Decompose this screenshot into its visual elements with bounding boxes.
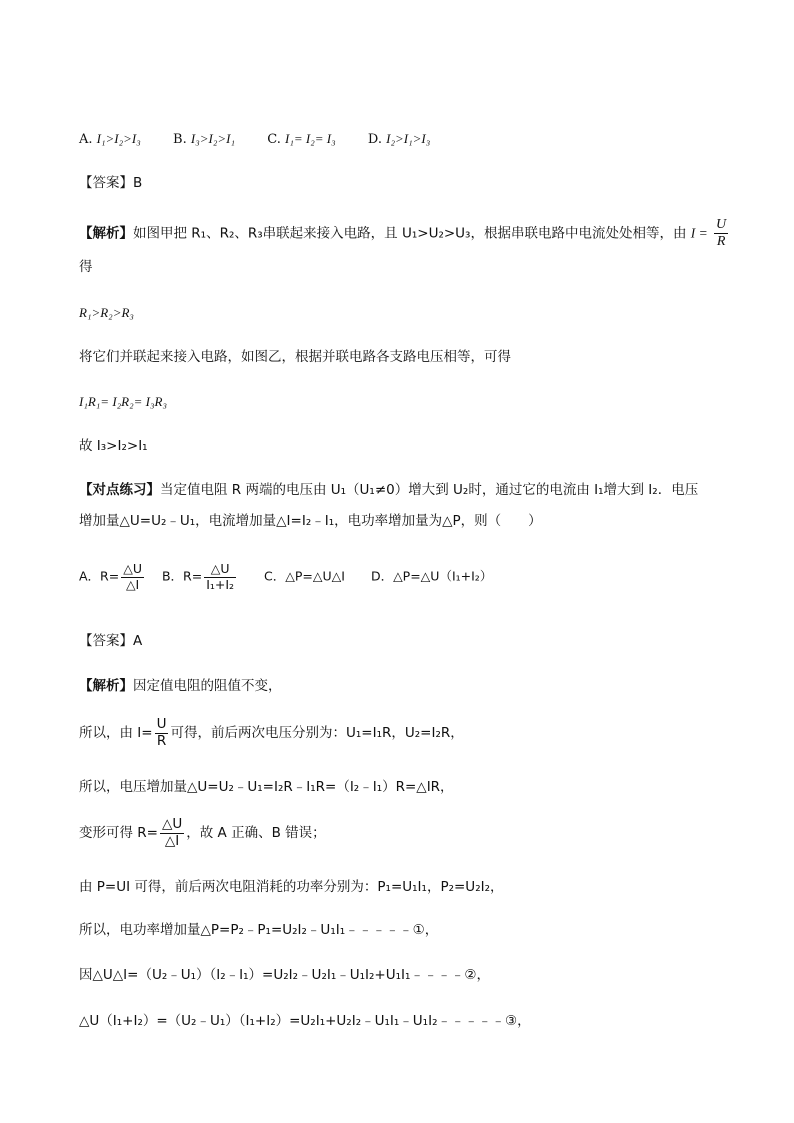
fraction-denominator: △I bbox=[125, 576, 140, 592]
option-d-label: D. bbox=[367, 132, 382, 147]
practice-option-d: D．△P=△U（I₁+I₂） bbox=[370, 568, 493, 584]
analysis-1-line-5: 故 I₃>I₂>I₁ bbox=[79, 438, 148, 454]
practice-option-a-label: A．R= bbox=[79, 568, 120, 584]
analysis-1-line-4: I₁R₁= I₂R₂= I₃R₃ bbox=[79, 394, 167, 409]
analysis-2-text-1: 因定值电阻的阻值不变， bbox=[133, 678, 282, 694]
analysis-2-line-5: 由 P=UI 可得，前后两次电阻消耗的功率分别为：P₁=U₁I₁，P₂=U₂I₂， bbox=[79, 879, 504, 895]
analysis-2-text-4b: ，故 A 正确、B 错误； bbox=[186, 825, 326, 841]
ohm-formula-lhs: I = bbox=[690, 225, 708, 241]
analysis-1-line-1 bbox=[79, 218, 730, 249]
option-b-label: B. bbox=[173, 132, 187, 147]
fraction-denominator: R bbox=[156, 732, 167, 749]
practice-line-1 bbox=[79, 481, 698, 499]
analysis-2-line-1 bbox=[79, 677, 282, 695]
analysis-tag: 【解析】 bbox=[79, 225, 133, 242]
fraction-numerator: △U bbox=[123, 561, 142, 576]
analysis-2-line-2 bbox=[79, 718, 464, 748]
analysis-2-line-7: 因△U△I=（U₂﹣U₁）（I₂﹣I₁）=U₂I₂﹣U₂I₁﹣U₁I₂+U₁I₁﹣﹣﹣﹣②， bbox=[79, 967, 491, 983]
analysis-2-fraction-2 bbox=[160, 818, 184, 848]
option-b-text: I₃>I₂>I₁ bbox=[190, 131, 235, 146]
analysis-1-line-1b: 得 bbox=[79, 259, 93, 275]
analysis-2-text-4a: 变形可得 R= bbox=[79, 825, 158, 841]
analysis-2-line-8: △U（I₁+I₂）=（U₂﹣U₁）（I₁+I₂）=U₂I₁+U₂I₂﹣U₁I₁﹣U₁I₂﹣﹣﹣﹣﹣③， bbox=[79, 1013, 531, 1029]
option-d-text: I₂>I₁>I₃ bbox=[386, 131, 431, 146]
fraction-denominator: I₁+I₂ bbox=[206, 576, 235, 592]
analysis-2-text-2b: 可得，前后两次电压分别为：U₁=I₁R，U₂=I₂R， bbox=[170, 725, 464, 741]
fraction-numerator: U bbox=[716, 217, 727, 232]
analysis-2-fraction-1 bbox=[155, 718, 169, 748]
fraction-numerator: △U bbox=[210, 561, 230, 576]
fraction-denominator: R bbox=[716, 234, 726, 249]
analysis-1-line-2: R₁>R₂>R₃ bbox=[79, 305, 134, 320]
practice-option-c: C．△P=△U△I bbox=[264, 568, 345, 584]
option-a-label: A. bbox=[79, 132, 93, 147]
option-c-text: I₁= I₂= I₃ bbox=[285, 131, 336, 146]
q1-options-row bbox=[79, 130, 430, 149]
answer-1: 【答案】B bbox=[79, 175, 143, 191]
analysis-1-line-3: 将它们并联起来接入电路，如图乙，根据并联电路各支路电压相等，可得 bbox=[79, 349, 511, 365]
practice-text-1: 当定值电阻 R 两端的电压由 U₁（U₁≠0）增大到 U₂时，通过它的电流由 I₁增大到 I₂．电压 bbox=[160, 482, 699, 498]
fraction-numerator: U bbox=[156, 716, 167, 732]
fraction-denominator: △I bbox=[164, 832, 180, 849]
option-a-text: I₁>I₂>I₃ bbox=[96, 131, 141, 146]
analysis-tag: 【解析】 bbox=[79, 678, 133, 694]
practice-option-a-fraction bbox=[121, 563, 144, 591]
practice-option-b-fraction bbox=[204, 563, 236, 591]
option-c-label: C. bbox=[267, 132, 281, 147]
analysis-2-line-6: 所以，电功率增加量△P=P₂﹣P₁=U₂I₂﹣U₁I₁﹣﹣﹣﹣﹣①， bbox=[79, 922, 439, 938]
ohm-formula-fraction bbox=[714, 218, 728, 249]
practice-line-2: 增加量△U=U₂﹣U₁，电流增加量△I=I₂﹣I₁，电功率增加量为△P，则（ ） bbox=[79, 513, 542, 529]
analysis-2-text-2a: 所以，由 I= bbox=[79, 725, 153, 741]
practice-options-row bbox=[79, 563, 492, 591]
analysis-2-line-4 bbox=[79, 818, 326, 848]
practice-tag: 【对点练习】 bbox=[79, 482, 160, 498]
fraction-numerator: △U bbox=[161, 816, 183, 832]
answer-2: 【答案】A bbox=[79, 633, 143, 649]
practice-option-b-label: B．R= bbox=[161, 568, 203, 584]
analysis-2-line-3: 所以，电压增加量△U=U₂﹣U₁=I₂R﹣I₁R=（I₂﹣I₁）R=△IR， bbox=[79, 779, 454, 795]
analysis-1-text: 如图甲把 R₁、R₂、R₃串联起来接入电路，且 U₁>U₂>U₃，根据串联电路中电流处处相等，由 bbox=[133, 225, 687, 242]
